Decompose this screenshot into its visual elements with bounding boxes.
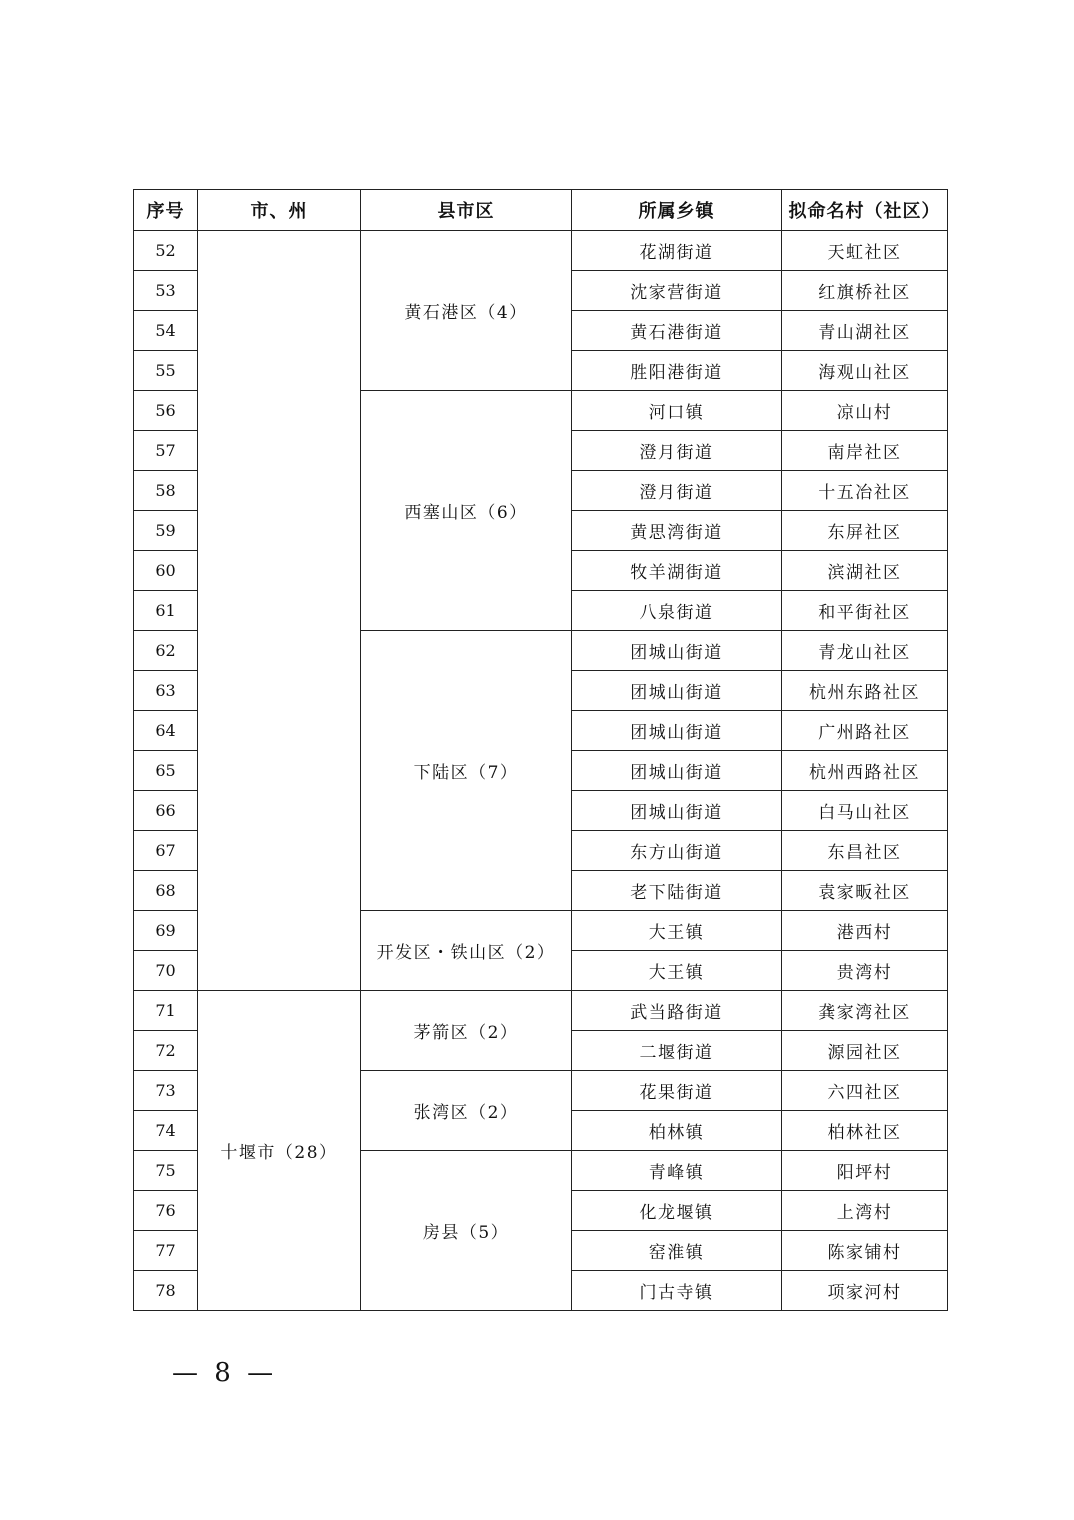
cell-town: 大王镇	[572, 951, 782, 991]
header-village-name: 拟命名村（社区）	[782, 190, 948, 231]
cell-village-name: 阳坪村	[782, 1151, 948, 1191]
cell-serial-number: 53	[134, 271, 198, 311]
cell-village-name: 滨湖社区	[782, 551, 948, 591]
data-table	[133, 189, 948, 1311]
cell-town: 团城山街道	[572, 631, 782, 671]
cell-town: 青峰镇	[572, 1151, 782, 1191]
header-town: 所属乡镇	[572, 190, 782, 231]
cell-town: 窑淮镇	[572, 1231, 782, 1271]
cell-village-name: 源园社区	[782, 1031, 948, 1071]
cell-town: 花果街道	[572, 1071, 782, 1111]
cell-serial-number: 62	[134, 631, 198, 671]
cell-town: 八泉街道	[572, 591, 782, 631]
table-row	[134, 991, 948, 1031]
header-district: 县市区	[361, 190, 572, 231]
cell-town: 澄月街道	[572, 471, 782, 511]
cell-village-name: 项家河村	[782, 1271, 948, 1311]
cell-village-name: 海观山社区	[782, 351, 948, 391]
cell-town: 东方山街道	[572, 831, 782, 871]
cell-town: 柏林镇	[572, 1111, 782, 1151]
cell-serial-number: 67	[134, 831, 198, 871]
cell-village-name: 凉山村	[782, 391, 948, 431]
cell-district: 张湾区（2）	[361, 1071, 572, 1151]
cell-serial-number: 72	[134, 1031, 198, 1071]
cell-serial-number: 70	[134, 951, 198, 991]
cell-village-name: 十五冶社区	[782, 471, 948, 511]
cell-town: 黄思湾街道	[572, 511, 782, 551]
header-serial-number: 序号	[134, 190, 198, 231]
cell-village-name: 东屏社区	[782, 511, 948, 551]
cell-village-name: 东昌社区	[782, 831, 948, 871]
cell-town: 沈家营街道	[572, 271, 782, 311]
cell-serial-number: 58	[134, 471, 198, 511]
cell-village-name: 六四社区	[782, 1071, 948, 1111]
cell-serial-number: 71	[134, 991, 198, 1031]
cell-town: 二堰街道	[572, 1031, 782, 1071]
cell-district: 房县（5）	[361, 1151, 572, 1311]
cell-serial-number: 54	[134, 311, 198, 351]
cell-district: 下陆区（7）	[361, 631, 572, 911]
cell-village-name: 红旗桥社区	[782, 271, 948, 311]
cell-village-name: 青龙山社区	[782, 631, 948, 671]
cell-village-name: 港西村	[782, 911, 948, 951]
cell-serial-number: 60	[134, 551, 198, 591]
cell-serial-number: 56	[134, 391, 198, 431]
cell-village-name: 青山湖社区	[782, 311, 948, 351]
header-city: 市、州	[198, 190, 361, 231]
cell-district: 开发区・铁山区（2）	[361, 911, 572, 991]
cell-district: 西塞山区（6）	[361, 391, 572, 631]
cell-town: 牧羊湖街道	[572, 551, 782, 591]
cell-village-name: 杭州西路社区	[782, 751, 948, 791]
cell-city: 十堰市（28）	[198, 991, 361, 1311]
cell-village-name: 袁家畈社区	[782, 871, 948, 911]
cell-village-name: 龚家湾社区	[782, 991, 948, 1031]
cell-serial-number: 77	[134, 1231, 198, 1271]
cell-village-name: 南岸社区	[782, 431, 948, 471]
table-body	[134, 231, 948, 1311]
cell-village-name: 天虹社区	[782, 231, 948, 271]
cell-village-name: 柏林社区	[782, 1111, 948, 1151]
cell-town: 门古寺镇	[572, 1271, 782, 1311]
cell-town: 黄石港街道	[572, 311, 782, 351]
cell-serial-number: 66	[134, 791, 198, 831]
cell-serial-number: 64	[134, 711, 198, 751]
cell-serial-number: 59	[134, 511, 198, 551]
cell-town: 大王镇	[572, 911, 782, 951]
cell-town: 团城山街道	[572, 751, 782, 791]
cell-town: 团城山街道	[572, 671, 782, 711]
cell-town: 花湖街道	[572, 231, 782, 271]
cell-district: 黄石港区（4）	[361, 231, 572, 391]
cell-town: 胜阳港街道	[572, 351, 782, 391]
cell-village-name: 和平街社区	[782, 591, 948, 631]
cell-serial-number: 74	[134, 1111, 198, 1151]
table-row	[134, 231, 948, 271]
cell-serial-number: 65	[134, 751, 198, 791]
cell-village-name: 白马山社区	[782, 791, 948, 831]
cell-town: 老下陆街道	[572, 871, 782, 911]
cell-village-name: 杭州东路社区	[782, 671, 948, 711]
page-number: — 8 —	[172, 1358, 278, 1388]
cell-city	[198, 231, 361, 991]
cell-town: 澄月街道	[572, 431, 782, 471]
cell-town: 化龙堰镇	[572, 1191, 782, 1231]
cell-village-name: 贵湾村	[782, 951, 948, 991]
cell-serial-number: 52	[134, 231, 198, 271]
cell-serial-number: 61	[134, 591, 198, 631]
cell-serial-number: 57	[134, 431, 198, 471]
cell-district: 茅箭区（2）	[361, 991, 572, 1071]
cell-town: 武当路街道	[572, 991, 782, 1031]
cell-village-name: 陈家铺村	[782, 1231, 948, 1271]
cell-serial-number: 76	[134, 1191, 198, 1231]
cell-village-name: 广州路社区	[782, 711, 948, 751]
cell-town: 河口镇	[572, 391, 782, 431]
cell-serial-number: 69	[134, 911, 198, 951]
cell-serial-number: 73	[134, 1071, 198, 1111]
cell-serial-number: 63	[134, 671, 198, 711]
header-row	[134, 190, 948, 231]
cell-town: 团城山街道	[572, 791, 782, 831]
cell-serial-number: 55	[134, 351, 198, 391]
cell-village-name: 上湾村	[782, 1191, 948, 1231]
cell-serial-number: 78	[134, 1271, 198, 1311]
cell-serial-number: 75	[134, 1151, 198, 1191]
cell-town: 团城山街道	[572, 711, 782, 751]
cell-serial-number: 68	[134, 871, 198, 911]
